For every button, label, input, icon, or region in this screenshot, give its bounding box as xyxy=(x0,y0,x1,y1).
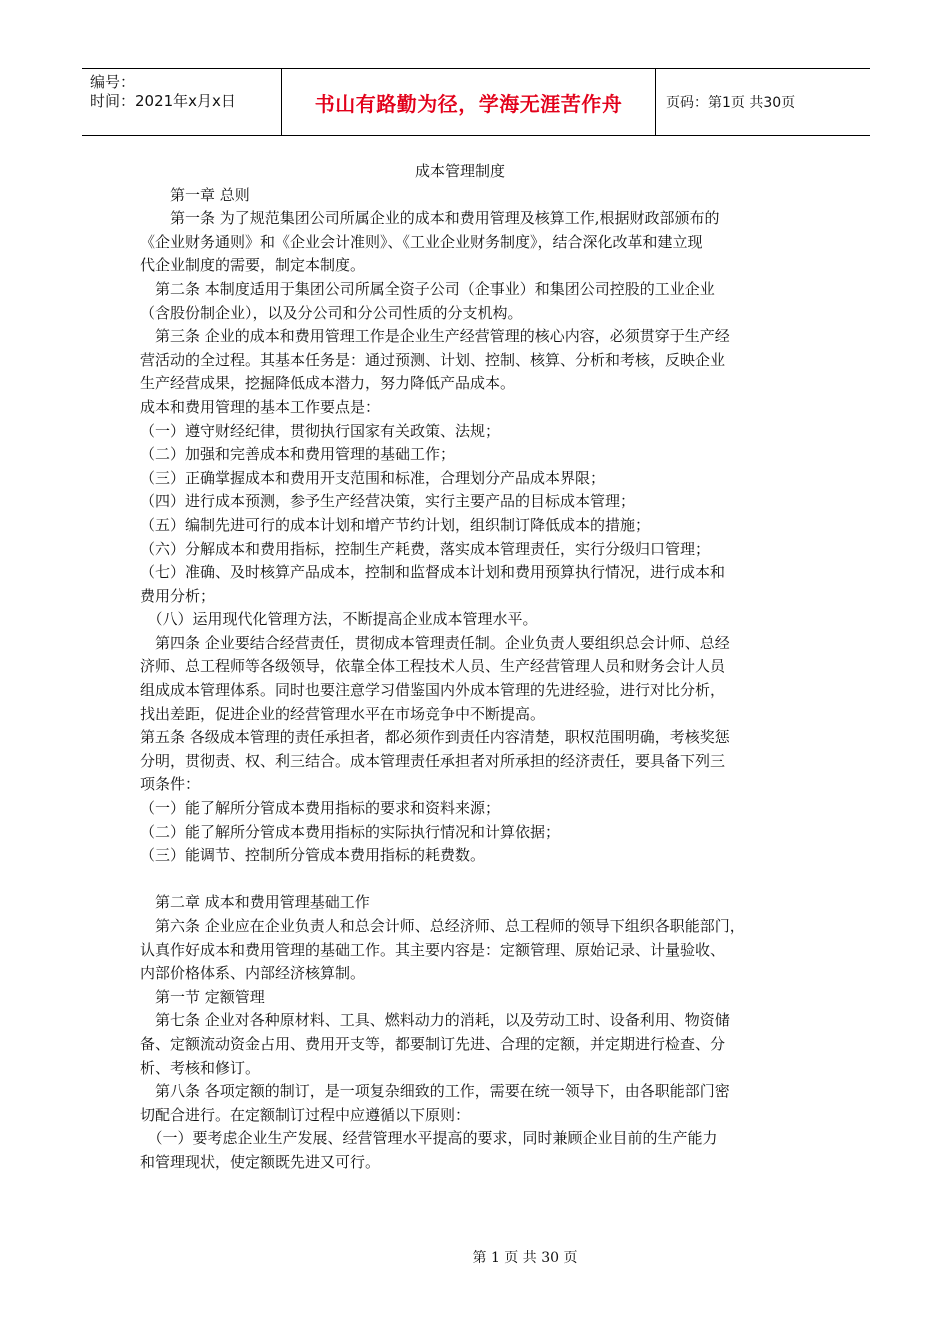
text-line: （五）编制先进可行的成本计划和增产节约计划，组织制订降低成本的措施； xyxy=(140,515,651,534)
text-line: 营活动的全过程。其基本任务是：通过预测、计划、控制、核算、分析和考核，反映企业 xyxy=(140,350,726,369)
text-line: 生产经营成果，挖掘降低成本潜力，努力降低产品成本。 xyxy=(140,374,516,393)
text-line: 第一节 定额管理 xyxy=(140,987,265,1006)
text-line: （二）能了解所分管成本费用指标的实际执行情况和计算依据； xyxy=(140,822,561,841)
document-body xyxy=(140,160,820,1175)
text-line: （七）准确、及时核算产品成本，控制和监督成本计划和费用预算执行情况，进行成本和 xyxy=(140,563,726,582)
text-line: 济师、总工程师等各级领导，依靠全体工程技术人员、生产经营管理人员和财务会计人员 xyxy=(140,657,726,676)
text-line: 第五条 各级成本管理的责任承担者，都必须作到责任内容清楚，职权范围明确，考核奖惩 xyxy=(140,728,730,747)
text-line: 备、定额流动资金占用、费用开支等，都要制订先进、合理的定额，并定期进行检查、分 xyxy=(140,1034,726,1053)
text-line: 第一章 总则 xyxy=(140,185,250,204)
text-line: 《企业财务通则》和《企业会计准则》、《工业企业财务制度》，结合深化改革和建立现 xyxy=(140,232,703,251)
text-line: （一）要考虑企业生产发展、经营管理水平提高的要求，同时兼顾企业目前的生产能力 xyxy=(140,1129,718,1148)
text-line: 找出差距，促进企业的经营管理水平在市场竞争中不断提高。 xyxy=(140,704,546,723)
text-line: 第六条 企业应在企业负责人和总会计师、总经济师、总工程师的领导下组织各职能部门， xyxy=(140,917,745,935)
text-line: （二）加强和完善成本和费用管理的基础工作； xyxy=(140,445,456,464)
text-line: （一）能了解所分管成本费用指标的要求和资料来源； xyxy=(140,799,501,818)
text-line: 第三条 企业的成本和费用管理工作是企业生产经营管理的核心内容，必须贯穿于生产经 xyxy=(140,327,730,346)
text-line: 代企业制度的需要，制定本制度。 xyxy=(140,256,366,275)
text-line: 第七条 企业对各种原材料、工具、燃料动力的消耗，以及劳动工时、设备利用、物资储 xyxy=(140,1011,730,1030)
page-number-label: 页码：第1页 共30页 xyxy=(666,95,796,111)
text-line: 成本和费用管理的基本工作要点是： xyxy=(140,397,381,416)
text-line: （一）遵守财经纪律，贯彻执行国家有关政策、法规； xyxy=(140,421,501,440)
text-line: （八）运用现代化管理方法，不断提高企业成本管理水平。 xyxy=(140,610,538,629)
header-page-cell xyxy=(656,69,870,135)
text-line: 内部价格体系、内部经济核算制。 xyxy=(140,964,366,983)
footer-page-number: 第 1 页 共 30 页 xyxy=(472,1250,578,1266)
page-footer xyxy=(0,1247,950,1267)
text-line: 认真作好成本和费用管理的基础工作。其主要内容是：定额管理、原始记录、计量验收、 xyxy=(140,940,726,959)
text-line: 第二条 本制度适用于集团公司所属全资子公司（企事业）和集团公司控股的工业企业 xyxy=(140,279,715,298)
page-header xyxy=(82,68,870,136)
text-line: 项条件： xyxy=(140,775,201,794)
motto-text: 书山有路勤为径，学海无涯苦作舟 xyxy=(314,91,623,116)
text-line: 第四条 企业要结合经营责任，贯彻成本管理责任制。企业负责人要组织总会计师、总经 xyxy=(140,633,730,652)
text-line: 费用分析； xyxy=(140,586,216,605)
header-info xyxy=(82,69,282,135)
date-label: 时间：2021年x月x日 xyxy=(90,92,236,110)
text-line: （含股份制企业），以及分公司和分公司性质的分支机构。 xyxy=(140,303,523,322)
text-line: （四）进行成本预测，参予生产经营决策，实行主要产品的目标成本管理； xyxy=(140,492,636,511)
text-line: 分明，贯彻责、权、利三结合。成本管理责任承担者对所承担的经济责任，要具备下列三 xyxy=(140,751,726,770)
text-line: 第二章 成本和费用管理基础工作 xyxy=(140,893,370,912)
document-lines xyxy=(140,184,820,1175)
blank-line xyxy=(140,868,820,892)
text-line: 和管理现状，使定额既先进又可行。 xyxy=(140,1152,381,1171)
text-line: （六）分解成本和费用指标，控制生产耗费，落实成本管理责任，实行分级归口管理； xyxy=(140,539,711,558)
text-line: （三）能调节、控制所分管成本费用指标的耗费数。 xyxy=(140,846,486,865)
text-line: 组成成本管理体系。同时也要注意学习借鉴国内外成本管理的先进经验，进行对比分析， xyxy=(140,681,726,700)
document-title: 成本管理制度 xyxy=(414,162,505,180)
serial-number-label: 编号： xyxy=(90,73,136,91)
text-line: 析、考核和修订。 xyxy=(140,1058,261,1077)
text-line: 第八条 各项定额的制订，是一项复杂细致的工作，需要在统一领导下，由各职能部门密 xyxy=(140,1082,730,1101)
header-motto-cell xyxy=(282,69,656,135)
text-line: 切配合进行。在定额制订过程中应遵循以下原则： xyxy=(140,1105,471,1124)
text-line: （三）正确掌握成本和费用开支范围和标准，合理划分产品成本界限； xyxy=(140,468,606,487)
text-line: 第一条 为了规范集团公司所属企业的成本和费用管理及核算工作,根据财政部颁布的 xyxy=(140,209,720,228)
